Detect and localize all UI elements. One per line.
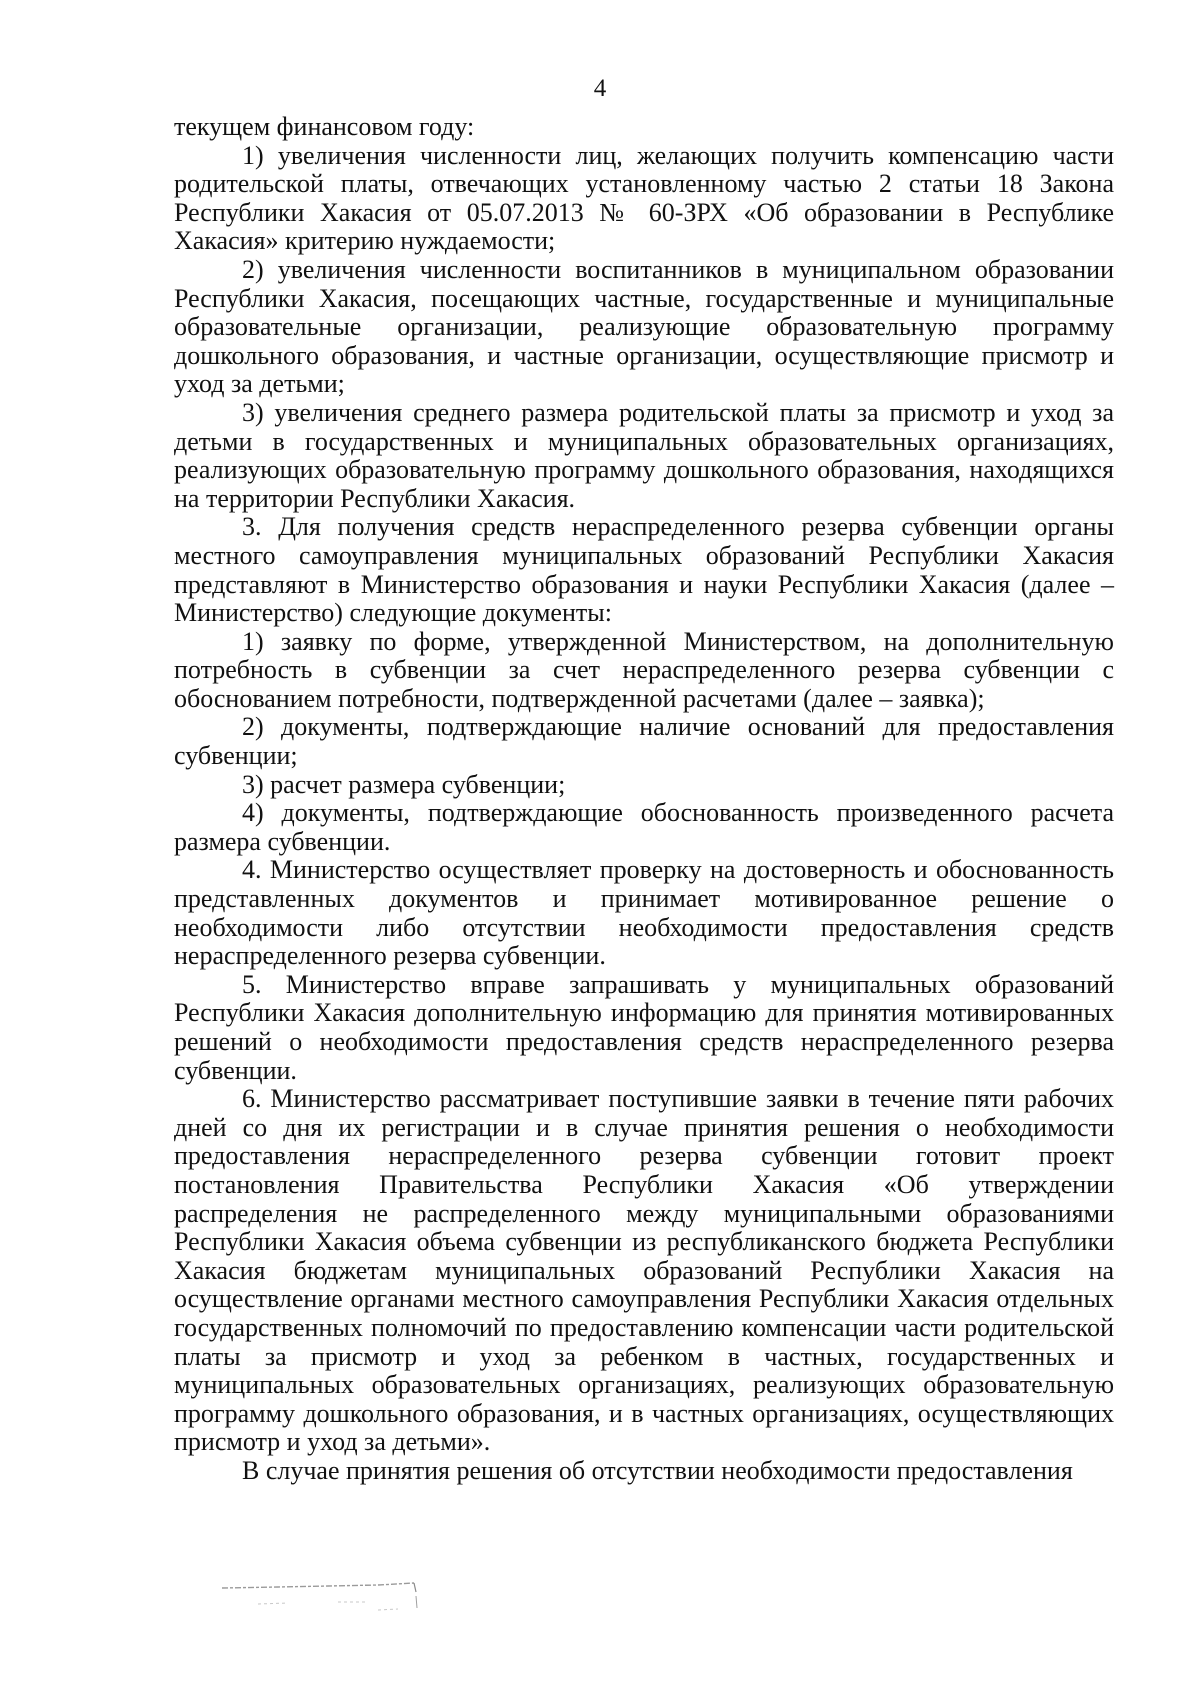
- paragraph-item-1-criterion: 1) увеличения численности лиц, желающих получить компенсацию части родительской платы, отвечающих установленному частью 2 статьи 18 Закона Республики Хакасия от 05.07.2013 № 60-ЗРХ «Об образовании в Республике Хакасия» критерию нуждаемости;: [174, 140, 1114, 256]
- paragraph-closing: В случае принятия решения об отсутствии необходимости предоставления: [242, 1455, 1073, 1485]
- paragraph-clause-6: 6. Министерство рассматривает поступившие заявки в течение пяти рабочих дней со дня их регистрации и в случае принятия решения о необходимости предоставления нераспределенного резерва субвенции готовит проект постановления Правительства Республики Хакасия «Об утверждении распределения не распределенного между муниципальными образованиями Республики Хакасия объема субвенции из республиканского бюджета Республики Хакасия бюджетам муниципальных образований Республики Хакасия на осуществление органами местного самоуправления Республики Хакасия отдельных государственных полномочий по предоставлению компенсации части родительской платы за присмотр и уход за ребенком в частных, государственных и муниципальных образовательных организациях, реализующих образовательную программу дошкольного образования, и в частных организациях, осуществляющих присмотр и уход за детьми».: [174, 1084, 1114, 1457]
- paragraph-doc-2-grounds: 2) документы, подтверждающие наличие оснований для предоставления субвенции;: [174, 712, 1114, 771]
- paragraph-doc-1-application: 1) заявку по форме, утвержденной Министерством, на дополнительную потребность в субвенции за счет нераспределенного резерва субвенции с обоснованием потребности, подтвержденной расчетами (далее – заявка);: [174, 626, 1114, 713]
- paragraph-item-2-pupils: 2) увеличения численности воспитанников в муниципальном образовании Республики Хакасия, посещающих частные, государственные и муниципальные образовательные организации, реализующие образовательную программу дошкольного образования, и частные организации, осуществляющие присмотр и уход за детьми;: [174, 254, 1114, 399]
- paragraph-doc-3-calculation: 3) расчет размера субвенции;: [242, 769, 566, 799]
- paragraph-doc-4-justification: 4) документы, подтверждающие обоснованность произведенного расчета размера субвенции.: [174, 798, 1114, 856]
- paragraph-intro: текущем финансовом году:: [174, 112, 475, 141]
- scan-artifact-mark: [218, 1580, 428, 1618]
- paragraph-clause-5: 5. Министерство вправе запрашивать у муниципальных образований Республики Хакасия дополнительную информацию для принятия мотивированных решений о необходимости предоставления средств нераспределенного резерва субвенции.: [174, 969, 1114, 1085]
- page-number: 4: [593, 75, 607, 102]
- document-body: [174, 113, 1114, 1486]
- paragraph-item-3-fee: 3) увеличения среднего размера родительской платы за присмотр и уход за детьми в государственных и муниципальных образовательных организациях, реализующих образовательную программу дошкольного образования, находящихся на территории Республики Хакасия.: [174, 397, 1114, 513]
- paragraph-clause-4: 4. Министерство осуществляет проверку на достоверность и обоснованность представленных документов и принимает мотивированное решение о необходимости либо отсутствии необходимости предоставления средств нераспределенного резерва субвенции.: [174, 855, 1114, 971]
- paragraph-clause-3: 3. Для получения средств нераспределенного резерва субвенции органы местного самоуправления муниципальных образований Республики Хакасия представляют в Министерство образования и науки Республики Хакасия (далее – Министерство) следующие документы:: [174, 512, 1114, 628]
